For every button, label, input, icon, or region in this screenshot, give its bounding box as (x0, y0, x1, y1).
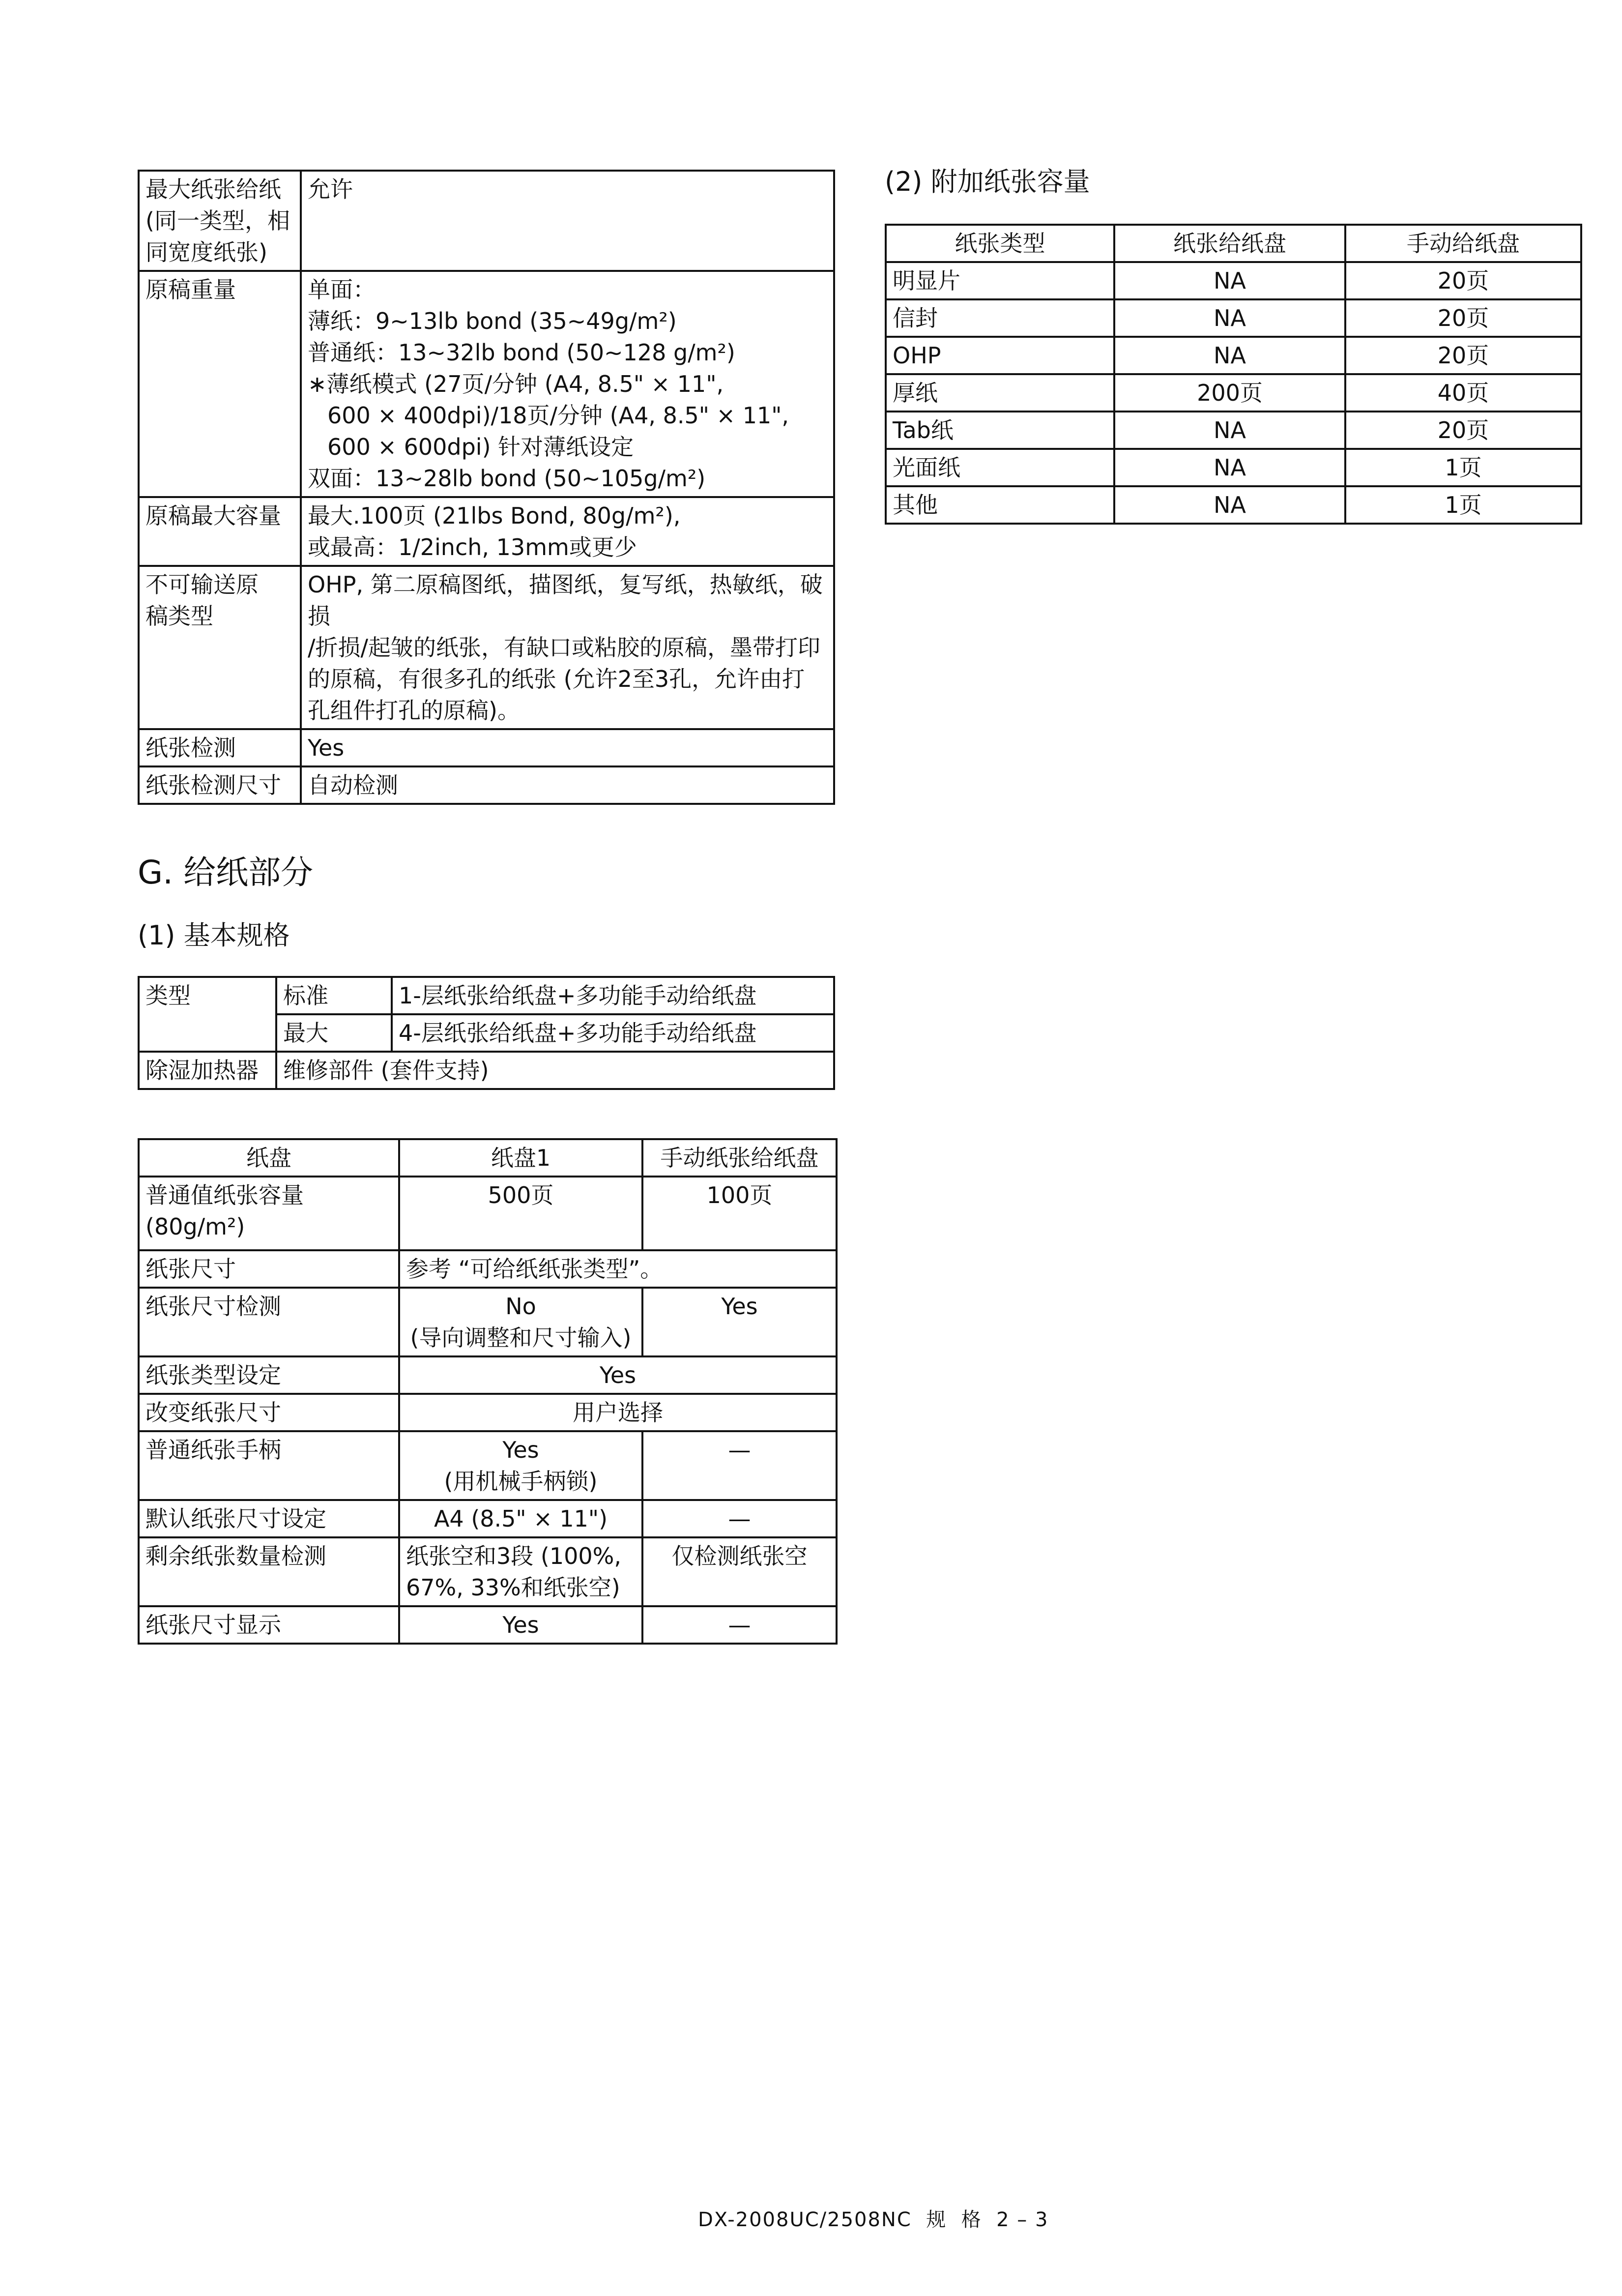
row-label: 普通纸张手柄 (139, 1431, 399, 1500)
table-row (139, 1394, 837, 1431)
header-cell: 纸盘1 (399, 1139, 642, 1177)
tray-capacity: NA (1114, 449, 1345, 486)
row-label: 纸张尺寸显示 (139, 1606, 399, 1644)
table-row (139, 1606, 837, 1644)
table-row (139, 566, 834, 729)
table-row (139, 1431, 837, 1500)
paper-type: 厚纸 (886, 374, 1114, 412)
manual-value: 仅检测纸张空 (642, 1537, 837, 1606)
row-label: 剩余纸张数量检测 (139, 1537, 399, 1606)
tray1-value: No (导向调整和尺寸输入) (399, 1288, 642, 1356)
manual-capacity: 1页 (1345, 486, 1581, 524)
table-row (139, 1052, 834, 1089)
row-label: 纸张尺寸 (139, 1250, 399, 1288)
tray-capacity: NA (1114, 412, 1345, 449)
spec-value: 自动检测 (301, 766, 834, 804)
table-row (886, 374, 1581, 412)
header-cell: 纸张类型 (886, 225, 1114, 262)
spec-table (138, 170, 835, 805)
header-cell: 纸盘 (139, 1139, 399, 1177)
spec-label: 不可输送原 稿类型 (139, 566, 301, 729)
table-row (886, 262, 1581, 299)
merged-value: Yes (399, 1356, 837, 1394)
spec-line: 薄纸：9~13lb bond (35~49g/m²) (308, 308, 677, 334)
spec-label: 纸张检测 (139, 729, 301, 766)
table-header-row (139, 1139, 837, 1177)
spec-label: 原稿重量 (139, 271, 301, 497)
spec-value: Yes (301, 729, 834, 766)
tray1-value: A4 (8.5" × 11") (399, 1500, 642, 1537)
paper-type: 其他 (886, 486, 1114, 524)
spec-line: ∗薄纸模式 (27页/分钟 (A4, 8.5" × 11", (308, 371, 724, 397)
table-row (886, 412, 1581, 449)
table-row (139, 271, 834, 497)
spec-line: 双面：13~28lb bond (50~105g/m²) (308, 465, 706, 492)
table-row (886, 337, 1581, 374)
table-row (139, 766, 834, 804)
spec-value: OHP, 第二原稿图纸，描图纸，复写纸，热敏纸，破损 /折损/起皱的纸张，有缺口或粘胶的原稿，墨带打印 的原稿，有很多孔的纸张 (允许2至3孔，允许由打 孔组件打孔的原稿)。 (301, 566, 834, 729)
paper-type: 光面纸 (886, 449, 1114, 486)
row-label: 纸张尺寸检测 (139, 1288, 399, 1356)
table-row (139, 497, 834, 566)
tray-capacity: NA (1114, 262, 1345, 299)
manual-value: — (642, 1500, 837, 1537)
paper-type: OHP (886, 337, 1114, 374)
page-footer: DX-2008UC/2508NC 规 格 2 – 3 (698, 2208, 1049, 2231)
manual-value: — (642, 1606, 837, 1644)
header-cell: 手动给纸盘 (1345, 225, 1581, 262)
manual-capacity: 20页 (1345, 262, 1581, 299)
tray-capacity: NA (1114, 299, 1345, 337)
max-value: 4-层纸张给纸盘+多功能手动给纸盘 (392, 1014, 834, 1052)
spec-line: 最大.100页 (21lbs Bond, 80g/m²), (308, 502, 681, 529)
spec-label: 最大纸张给纸 (同一类型，相 同宽度纸张) (139, 171, 301, 271)
table-header-row (886, 225, 1581, 262)
table-row (139, 729, 834, 766)
tray1-value: Yes (399, 1606, 642, 1644)
manual-capacity: 20页 (1345, 412, 1581, 449)
manual-value: Yes (642, 1288, 837, 1356)
spec-line: 600 × 600dpi) 针对薄纸设定 (327, 434, 634, 460)
dehumidifier-value: 维修部件 (套件支持) (276, 1052, 834, 1089)
tray1-value: 500页 (399, 1177, 642, 1250)
manual-capacity: 40页 (1345, 374, 1581, 412)
spec-line: 或最高：1/2inch, 13mm或更少 (308, 534, 637, 560)
row-label: 普通值纸张容量 (80g/m²) (139, 1177, 399, 1250)
table-row (139, 171, 834, 271)
table-row (886, 299, 1581, 337)
spec-line: 600 × 400dpi)/18页/分钟 (A4, 8.5" × 11", (327, 402, 789, 429)
spec-line: 普通纸：13~32lb bond (50~128 g/m²) (308, 339, 735, 366)
manual-value: 100页 (642, 1177, 837, 1250)
tray1-value: 纸张空和3段 (100%, 67%, 33%和纸张空) (399, 1537, 642, 1606)
manual-value: — (642, 1431, 837, 1500)
spec-label: 原稿最大容量 (139, 497, 301, 566)
tray-table (138, 1138, 838, 1645)
basic-spec-table (138, 976, 835, 1090)
type-label: 类型 (139, 977, 276, 1052)
table-row (139, 1177, 837, 1250)
table-row (886, 449, 1581, 486)
manual-capacity: 20页 (1345, 337, 1581, 374)
tray-capacity: 200页 (1114, 374, 1345, 412)
spec-value (301, 497, 834, 566)
tray1-value: Yes (用机械手柄锁) (399, 1431, 642, 1500)
row-label: 改变纸张尺寸 (139, 1394, 399, 1431)
row-label: 默认纸张尺寸设定 (139, 1500, 399, 1537)
table-row (139, 977, 834, 1014)
row-label: 纸张类型设定 (139, 1356, 399, 1394)
section-g-subtitle: (1) 基本规格 (138, 920, 290, 951)
merged-value: 参考 “可给纸纸张类型”。 (399, 1250, 837, 1288)
standard-value: 1-层纸张给纸盘+多功能手动给纸盘 (392, 977, 834, 1014)
manual-capacity: 1页 (1345, 449, 1581, 486)
tray-capacity: NA (1114, 337, 1345, 374)
tray-capacity: NA (1114, 486, 1345, 524)
table-row (139, 1356, 837, 1394)
paper-type: Tab纸 (886, 412, 1114, 449)
paper-type: 信封 (886, 299, 1114, 337)
spec-value: 允许 (301, 171, 834, 271)
table-row (139, 1250, 837, 1288)
spec-label: 纸张检测尺寸 (139, 766, 301, 804)
merged-value: 用户选择 (399, 1394, 837, 1431)
manual-capacity: 20页 (1345, 299, 1581, 337)
spec-line: 单面： (308, 276, 376, 303)
extra-capacity-title: (2) 附加纸张容量 (885, 166, 1090, 197)
spec-value (301, 271, 834, 497)
table-row (139, 1500, 837, 1537)
section-g-title: G. 给纸部分 (138, 854, 314, 891)
header-cell: 纸张给纸盘 (1114, 225, 1345, 262)
table-row (139, 1288, 837, 1356)
table-row (886, 486, 1581, 524)
header-cell: 手动纸张给纸盘 (642, 1139, 837, 1177)
dehumidifier-label: 除湿加热器 (139, 1052, 276, 1089)
table-row (139, 1537, 837, 1606)
max-label: 最大 (276, 1014, 392, 1052)
standard-label: 标准 (276, 977, 392, 1014)
extra-capacity-table (885, 224, 1582, 525)
paper-type: 明显片 (886, 262, 1114, 299)
